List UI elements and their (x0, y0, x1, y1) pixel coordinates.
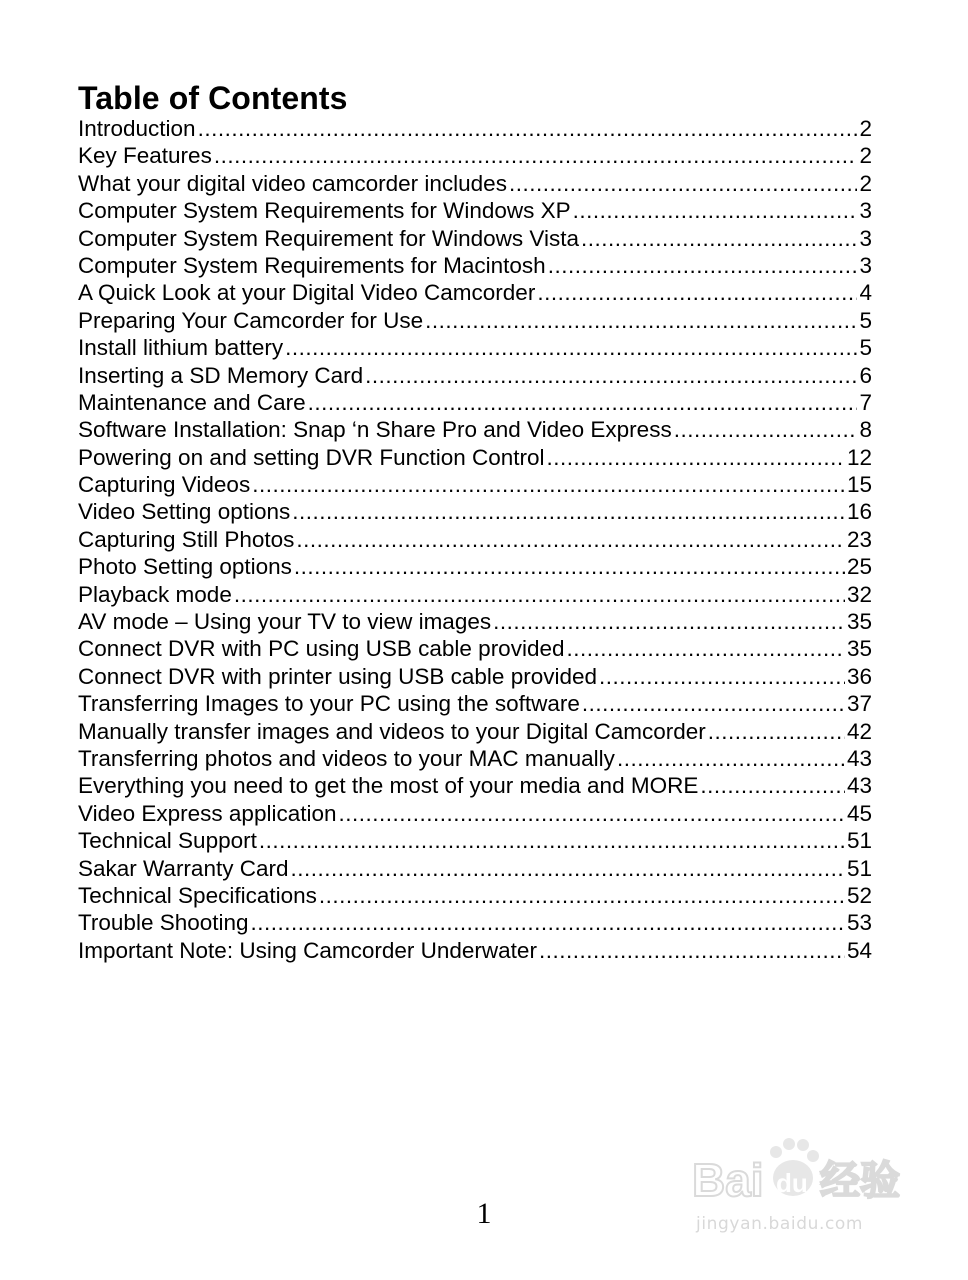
toc-entry (78, 663, 872, 690)
toc-entry-page: 16 (846, 499, 872, 525)
toc-entry-label: A Quick Look at your Digital Video Camcorder (78, 280, 536, 306)
toc-entry-label: Computer System Requirements for Macintosh (78, 252, 546, 278)
toc-dot-leader (547, 444, 845, 471)
toc-entry (78, 115, 872, 142)
toc-entry (78, 882, 872, 909)
baidu-jingyan-watermark (690, 1130, 920, 1240)
toc-dot-leader (294, 553, 845, 580)
toc-entry (78, 909, 872, 936)
toc-entry (78, 416, 872, 443)
toc-entry-label: Transferring photos and videos to your MAC manually (78, 745, 615, 771)
toc-dot-leader (285, 334, 857, 361)
watermark-domain: jingyan.baidu.com (696, 1214, 864, 1234)
toc-entry (78, 855, 872, 882)
toc-dot-leader (582, 690, 845, 717)
toc-entry-page: 35 (846, 636, 872, 662)
toc-entry-label: Inserting a SD Memory Card (78, 362, 364, 388)
toc-dot-leader (700, 772, 845, 799)
toc-entry-label: AV mode – Using your TV to view images (78, 609, 492, 635)
toc-entry-label: Technical Support (78, 828, 257, 854)
toc-entry-page: 15 (846, 472, 872, 498)
page-number: 1 (476, 1197, 492, 1230)
toc-entry (78, 197, 872, 224)
toc-entry-page: 8 (859, 417, 872, 443)
toc-dot-leader (234, 581, 845, 608)
toc-title: Table of Contents (78, 80, 348, 116)
toc-entry-label: Computer System Requirements for Windows XP (78, 198, 571, 224)
svg-text:经验: 经验 (820, 1158, 900, 1204)
toc-entry-label: Maintenance and Care (78, 389, 306, 415)
toc-entry-page: 2 (859, 143, 872, 169)
toc-entry-label: Powering on and setting DVR Function Control (78, 444, 545, 470)
toc-entry (78, 498, 872, 525)
toc-dot-leader (198, 115, 858, 142)
toc-entry-page: 3 (859, 225, 872, 251)
toc-entry-label: Computer System Requirement for Windows Vista (78, 225, 580, 251)
toc-dot-leader (599, 663, 845, 690)
toc-entry-page: 37 (846, 691, 872, 717)
toc-entry-page: 51 (846, 828, 872, 854)
toc-entry-page: 53 (846, 910, 872, 936)
toc-dot-leader (259, 827, 845, 854)
toc-entry-label: Playback mode (78, 581, 232, 607)
toc-entry (78, 772, 872, 799)
toc-dot-leader (573, 197, 858, 224)
toc-entry-label: Photo Setting options (78, 554, 292, 580)
svg-text:du: du (776, 1168, 808, 1198)
toc-entry-page: 52 (846, 882, 872, 908)
toc-entry-page: 36 (846, 663, 872, 689)
toc-entry (78, 937, 872, 964)
toc-dot-leader (537, 279, 857, 306)
toc-entry-label: Trouble Shooting (78, 910, 249, 936)
toc-entry-label: Capturing Still Photos (78, 526, 295, 552)
toc-entry-label: Transferring Images to your PC using the software (78, 691, 580, 717)
toc-dot-leader (708, 718, 845, 745)
toc-entry-page: 12 (846, 444, 872, 470)
toc-dot-leader (339, 800, 845, 827)
toc-entry-label: Capturing Videos (78, 472, 251, 498)
toc-entry-page: 2 (859, 170, 872, 196)
toc-entry-label: Software Installation: Snap ‘n Share Pro and Video Express (78, 417, 672, 443)
toc-entry (78, 170, 872, 197)
toc-dot-leader (290, 855, 844, 882)
toc-entry-page: 3 (859, 198, 872, 224)
toc-entry-label: Install lithium battery (78, 335, 284, 361)
toc-entry (78, 608, 872, 635)
toc-dot-leader (493, 608, 845, 635)
toc-entry-label: Technical Specifications (78, 882, 317, 908)
toc-entry-page: 32 (846, 581, 872, 607)
toc-entry (78, 389, 872, 416)
toc-entry-page: 3 (859, 252, 872, 278)
toc-entry-page: 54 (846, 937, 872, 963)
toc-dot-leader (539, 937, 845, 964)
toc-entry (78, 827, 872, 854)
toc-entry (78, 553, 872, 580)
toc-entry-page: 5 (859, 335, 872, 361)
toc-dot-leader (674, 416, 858, 443)
toc-entry (78, 444, 872, 471)
toc-entry-page: 43 (846, 745, 872, 771)
toc-dot-leader (319, 882, 845, 909)
toc-entry-page: 35 (846, 609, 872, 635)
toc-entry-page: 7 (859, 389, 872, 415)
toc-dot-leader (296, 526, 845, 553)
toc-entry-label: Connect DVR with PC using USB cable provided (78, 636, 565, 662)
toc-dot-leader (252, 471, 845, 498)
toc-entry (78, 279, 872, 306)
toc-dot-leader (581, 225, 857, 252)
toc-entry-page: 5 (859, 307, 872, 333)
toc-entry-label: Manually transfer images and videos to your Digital Camcorder (78, 718, 706, 744)
toc-entry-page: 23 (846, 526, 872, 552)
toc-entry (78, 526, 872, 553)
toc-dot-leader (308, 389, 858, 416)
toc-entry-page: 2 (859, 116, 872, 141)
toc-dot-leader (509, 170, 858, 197)
toc-entry (78, 800, 872, 827)
toc-entry-page: 4 (859, 280, 872, 306)
toc-dot-leader (251, 909, 845, 936)
toc-entry-label: Introduction (78, 116, 196, 141)
toc-entry-label: Connect DVR with printer using USB cable provided (78, 663, 598, 689)
toc-entry (78, 362, 872, 389)
toc-entry-page: 6 (859, 362, 872, 388)
toc-entry-page: 42 (846, 718, 872, 744)
toc-entry (78, 635, 872, 662)
toc-entry (78, 334, 872, 361)
toc-dot-leader (292, 498, 845, 525)
toc-entry (78, 690, 872, 717)
toc-entry (78, 225, 872, 252)
toc-entry (78, 745, 872, 772)
toc-entry-label: Everything you need to get the most of your media and MORE (78, 773, 699, 799)
toc-entry-page: 43 (846, 773, 872, 799)
toc-entry-label: Preparing Your Camcorder for Use (78, 307, 424, 333)
toc-entry (78, 718, 872, 745)
toc-dot-leader (425, 307, 857, 334)
toc-dot-leader (548, 252, 858, 279)
toc-entry-label: What your digital video camcorder includes (78, 170, 507, 196)
toc-entry-label: Video Express application (78, 800, 337, 826)
toc-entry-page: 25 (846, 554, 872, 580)
toc-dot-leader (214, 142, 858, 169)
toc-list (78, 115, 872, 964)
toc-entry (78, 581, 872, 608)
toc-entry-label: Video Setting options (78, 499, 291, 525)
toc-entry (78, 252, 872, 279)
toc-dot-leader (617, 745, 845, 772)
toc-dot-leader (567, 635, 845, 662)
toc-entry (78, 307, 872, 334)
toc-entry-label: Key Features (78, 143, 212, 169)
toc-entry (78, 471, 872, 498)
toc-entry-label: Important Note: Using Camcorder Underwater (78, 937, 537, 963)
toc-entry-page: 51 (846, 855, 872, 881)
svg-text:Bai: Bai (692, 1154, 764, 1206)
toc-entry-page: 45 (846, 800, 872, 826)
toc-entry (78, 142, 872, 169)
toc-entry-label: Sakar Warranty Card (78, 855, 289, 881)
toc-dot-leader (365, 362, 857, 389)
